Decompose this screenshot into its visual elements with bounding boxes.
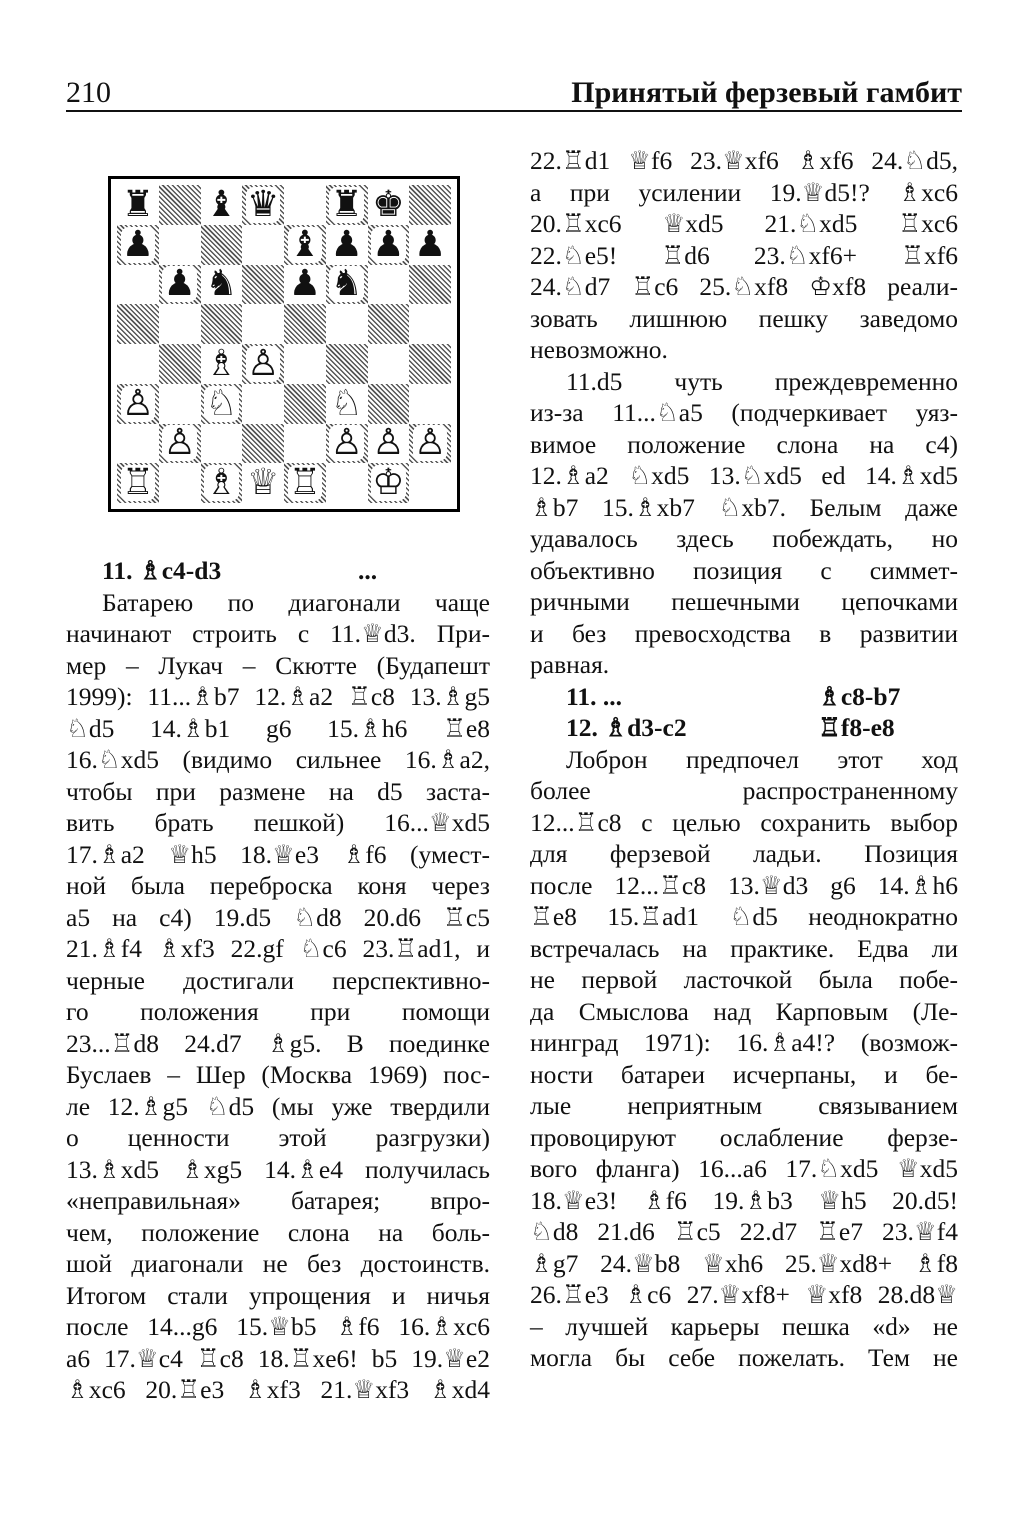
move-black: ♗c8-b7 [818,681,901,711]
right-paragraph-1 [530,145,958,366]
board-square [409,463,451,503]
text-line: a5 на c4) 19.d5 ♘d8 20.d6 ♖c5 [66,902,490,932]
text-line: провоцируют ослабление ферзе- [530,1122,958,1152]
text-line: ♖e8 15.♖ad1 ♘d5 неоднократно [530,902,958,931]
board-square [326,265,368,305]
board-square [242,185,284,225]
text-line: ле 12.♗g5 ♘d5 (мы уже твердили [66,1091,490,1121]
board-square [409,344,451,384]
text-line: равная. [530,650,610,679]
chess-piece: ♙ [372,422,405,464]
move-black: ♖f8-e8 [818,713,895,742]
board-square [117,384,159,424]
chess-diagram [108,176,460,512]
move-black: ... [358,556,378,585]
text-line: ричными пешечными цепочками [530,587,958,616]
board-square [159,344,201,384]
text-line: 12...♖c8 с целью сохранить выбор [530,807,958,837]
board-square [242,304,284,344]
chess-piece: ♙ [246,342,280,384]
chess-piece: ♟ [330,223,363,265]
text-line: удавалось здесь побеждать, но [530,524,958,553]
text-line: ♘d5 14.♗b1 g6 15.♗h6 ♖e8 [66,713,490,743]
chess-piece: ♗ [205,342,238,384]
chess-piece: ♔ [372,462,405,504]
text-line: и без превосходства в развитии [530,618,958,648]
board-square [159,265,201,305]
board-square [368,463,410,503]
board-square [409,384,451,424]
text-line: зовать лишнюю пешку заведомо [530,303,958,333]
board-square [409,225,451,265]
board-square [201,185,243,225]
board-square [409,424,451,464]
text-line: чтобы при размене на d5 заста- [66,776,490,806]
board-square [201,424,243,464]
board-square [159,304,201,344]
chess-piece: ♟ [121,223,155,265]
board-square [326,304,368,344]
page-number: 210 [66,76,111,109]
chess-piece: ♞ [330,263,363,305]
board-square [284,424,326,464]
chess-piece: ♝ [288,223,322,265]
board-square [201,344,243,384]
text-line: Лоброн предпочел этот ход [566,744,958,774]
chess-piece: ♖ [288,462,322,504]
board-square [409,185,451,225]
chess-piece: ♚ [372,183,405,225]
board-square [117,185,159,225]
board-square [368,344,410,384]
board-square [242,424,284,464]
text-line: лые неприятным связыванием [530,1091,958,1120]
text-line: не первой ласточкой была побе- [530,965,958,994]
text-line: встречалась на практике. Едва ли [530,933,958,963]
right-paragraph-3 [530,744,958,1374]
text-line: мер – Лукач – Скютте (Будапешт [66,650,490,680]
board-square [368,304,410,344]
text-line: вить брать пешкой) 16...♕xd5 [66,808,490,837]
text-line: 22.♖d1 ♕f6 23.♕xf6 ♗xf6 24.♘d5, [530,146,958,175]
text-line: ной была переброска коня через [66,871,490,900]
running-title: Принятый ферзевый гамбит [571,76,962,109]
move-heading-11-black [530,681,958,713]
text-line: «неправильная» батарея; впро- [66,1186,490,1215]
board-square [284,344,326,384]
board-square [409,265,451,305]
text-line: го положения при помощи [66,997,490,1026]
chess-piece: ♙ [413,422,447,464]
board-square [242,463,284,503]
text-line: 20.♖xc6 ♕xd5 21.♘xd5 ♖xc6 [530,209,958,238]
text-line: черные достигали перспективно- [66,965,490,995]
board-square [201,463,243,503]
text-line: 18.♕e3! ♗f6 19.♗b3 ♕h5 20.d5! [530,1185,958,1215]
text-line: ности батареи исчерпаны, и бе- [530,1059,958,1089]
text-line: 26.♖e3 ♗c6 27.♕xf8+ ♕xf8 28.d8♕ [530,1280,958,1309]
board-square [159,463,201,503]
board-square [117,424,159,464]
board-square [117,265,159,305]
board-square [326,225,368,265]
board-square [242,384,284,424]
right-column [530,145,958,1374]
board-square [368,424,410,464]
text-line: для ферзевой ладьи. Позиция [530,839,958,868]
board-square [284,265,326,305]
move-white: 12. ♗d3-c2 [566,713,687,742]
board-square [117,225,159,265]
chess-piece: ♞ [205,263,238,305]
board-square [117,304,159,344]
text-line: ♗b7 15.♗xb7 ♘xb7. Белым даже [530,492,958,522]
chess-piece: ♜ [330,183,363,225]
chess-piece: ♜ [121,183,155,225]
board-square [284,463,326,503]
board-square [326,344,368,384]
text-line: после 14...g6 15.♕b5 ♗f6 16.♗xc6 [66,1312,490,1341]
text-line: ♗g7 24.♕b8 ♕xh6 25.♕xd8+ ♗f8 [530,1248,958,1278]
text-line: a6 17.♕c4 ♖c8 18.♖xe6! b5 19.♕e2 [66,1343,490,1373]
chess-piece: ♘ [205,382,238,424]
move-white: 11. ♗c4-d3 [102,556,222,585]
move-white: 11. ... [566,681,622,711]
text-line: 13.♗xd5 ♗xg5 14.♗e4 получилась [66,1154,490,1184]
board-square [242,265,284,305]
board-square [284,304,326,344]
text-line: 11.d5 чуть преждевременно [566,366,958,396]
board-square [368,185,410,225]
board-square [284,185,326,225]
board-square [242,344,284,384]
text-line: Буслаев – Шер (Москва 1969) пос- [66,1060,490,1089]
text-line: 21.♗f4 ♗xf3 22.gf ♘c6 23.♖ad1, и [66,934,490,963]
left-paragraph [66,587,490,1406]
text-line: Батарею по диагонали чаще [102,587,490,617]
board-square [409,304,451,344]
right-paragraph-2 [530,366,958,681]
move-heading-11 [66,555,490,587]
chess-piece: ♟ [372,223,405,265]
chess-piece: ♟ [288,263,322,305]
text-line: 1999): 11...♗b7 12.♗a2 ♖c8 13.♗g5 [66,682,490,711]
text-line: более распространенному [530,776,958,805]
board-square [201,384,243,424]
text-line: 24.♘d7 ♖c6 25.♘xf8 ♔xf8 реали- [530,272,958,301]
text-line: вимое положение слона на c4) [530,429,958,459]
chess-piece: ♘ [330,382,363,424]
page-header [66,76,962,112]
board-square [284,384,326,424]
board-square [201,304,243,344]
board-square [201,225,243,265]
board-square [326,185,368,225]
text-line: 17.♗a2 ♕h5 18.♕e3 ♗f6 (умест- [66,839,490,869]
text-line: нинград 1971): 16.♗a4!? (возмож- [530,1028,958,1057]
board-square [326,424,368,464]
text-line: ♘d8 21.d6 ♖c5 22.d7 ♖e7 23.♕f4 [530,1217,958,1246]
text-line: объективно позиция с симмет- [530,555,958,585]
board-square [368,225,410,265]
board-square [326,384,368,424]
board-square [117,344,159,384]
chess-piece: ♙ [121,382,155,424]
text-line: невозможно. [530,335,668,364]
text-line: вого фланга) 16...a6 17.♘xd5 ♕xd5 [530,1154,958,1183]
chess-piece: ♗ [205,462,238,504]
board-square [368,384,410,424]
text-line: 12.♗a2 ♘xd5 13.♘xd5 ed 14.♗xd5 [530,461,958,490]
text-line: могла бы себе пожелать. Тем не [530,1343,958,1372]
text-line: 22.♘e5! ♖d6 23.♘xf6+ ♖xf6 [530,240,958,270]
board-square [284,225,326,265]
text-line: а при усилении 19.♕d5!? ♗xc6 [530,177,958,207]
board-square [159,384,201,424]
board-square [242,225,284,265]
text-line: чем, положение слона на боль- [66,1217,490,1247]
board-square [159,185,201,225]
left-column [66,555,490,1406]
chess-board-grid [117,185,451,503]
board-square [368,265,410,305]
text-line: 23...♖d8 24.d7 ♗g5. В поединке [66,1028,490,1058]
text-line: Итогом стали упрощения и ничья [66,1280,490,1310]
text-line: да Смыслова над Карповым (Ле- [530,996,958,1026]
board-square [326,463,368,503]
move-heading-12 [530,712,958,744]
chess-piece: ♕ [246,462,280,504]
chess-piece: ♟ [413,223,447,265]
chess-piece: ♙ [330,422,363,464]
chess-piece: ♖ [121,462,155,504]
text-line: – лучшей карьеры пешка «d» не [530,1311,958,1341]
chess-piece: ♛ [246,183,280,225]
chess-piece: ♙ [163,422,196,464]
text-line: из-за 11...♘a5 (подчеркивает уяз- [530,398,958,427]
text-line: после 12...♖c8 13.♕d3 g6 14.♗h6 [530,870,958,900]
text-line: о ценности этой разгрузки) [66,1123,490,1152]
text-line: начинают строить с 11.♕d3. При- [66,619,490,648]
text-line: шой диагонали не без достоинств. [66,1249,490,1278]
text-line: 16.♘xd5 (видимо сильнее 16.♗a2, [66,745,490,774]
board-square [201,265,243,305]
board-square [159,424,201,464]
board-square [117,463,159,503]
chess-piece: ♝ [205,183,238,225]
board-square [159,225,201,265]
chess-piece: ♟ [163,263,196,305]
text-line: ♗xc6 20.♖e3 ♗xf3 21.♕xf3 ♗xd4 [66,1375,490,1404]
